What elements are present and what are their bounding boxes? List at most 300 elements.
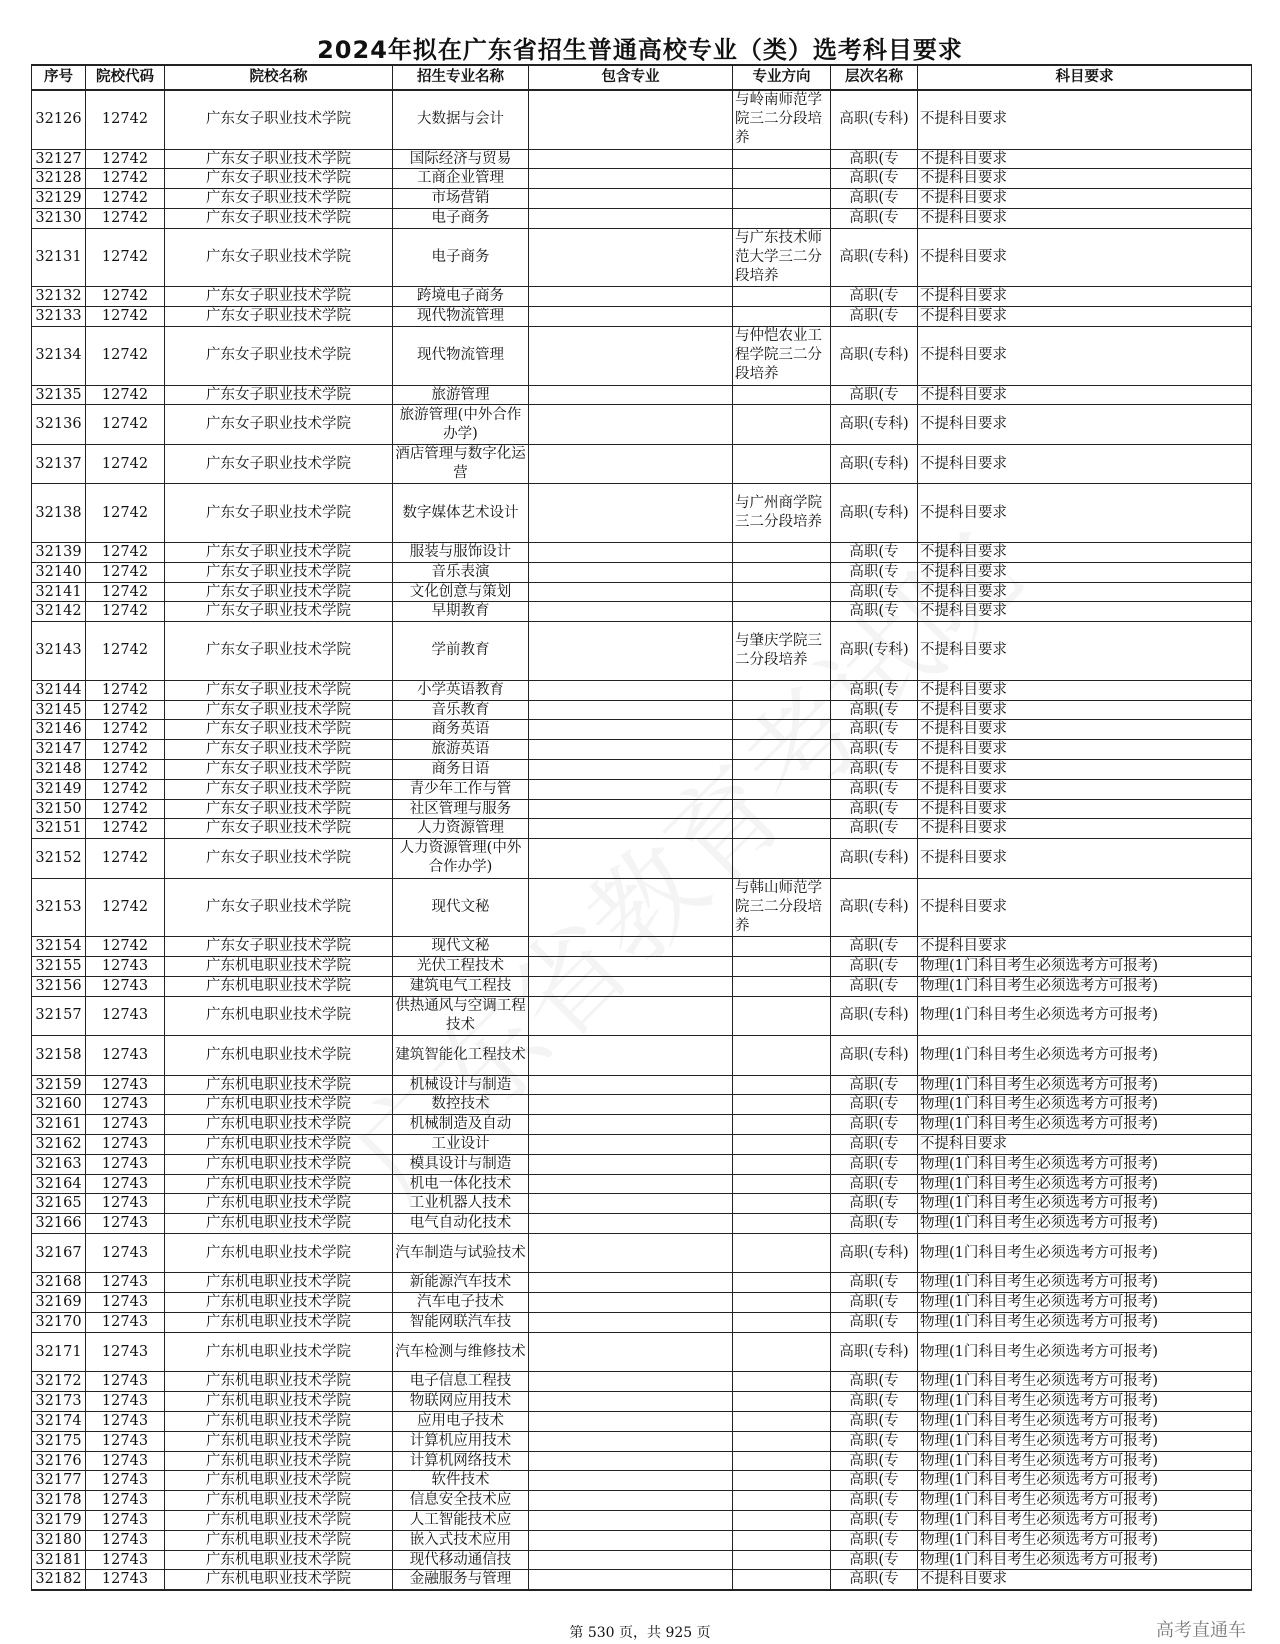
table-row [32,996,1252,1036]
cell-included-majors [529,484,733,543]
cell-seq: 32170 [32,1313,86,1333]
cell-school-name: 广东机电职业技术学院 [165,1075,393,1095]
cell-school-code: 12742 [86,819,165,839]
page-footer: 第 530 页，共 925 页 [569,1625,711,1641]
cell-major-direction: 与仲恺农业工程学院三二分段培养 [733,326,831,385]
cell-school-name: 广东女子职业技术学院 [165,700,393,720]
cell-subject-requirement: 物理(1门科目考生必须选考方可报考) [918,1392,1252,1412]
cell-major-direction [733,759,831,779]
cell-level: 高职(专 [831,1431,918,1451]
cell-school-code: 12742 [86,622,165,681]
cell-seq: 32164 [32,1174,86,1194]
cell-school-name: 广东机电职业技术学院 [165,976,393,996]
cell-included-majors [529,819,733,839]
cell-included-majors [529,1194,733,1214]
cell-included-majors [529,779,733,799]
cell-major-name: 汽车电子技术 [393,1293,529,1313]
cell-school-name: 广东机电职业技术学院 [165,1530,393,1550]
cell-included-majors [529,1411,733,1431]
cell-major-direction [733,405,831,445]
cell-included-majors [529,839,733,879]
cell-school-code: 12743 [86,1174,165,1194]
cell-school-code: 12742 [86,169,165,189]
cell-school-name: 广东女子职业技术学院 [165,444,393,484]
table-row [32,287,1252,307]
cell-school-code: 12742 [86,680,165,700]
table-row [32,1392,1252,1412]
table-row [32,1036,1252,1076]
cell-subject-requirement: 不提科目要求 [918,1570,1252,1590]
cell-subject-requirement: 不提科目要求 [918,622,1252,681]
cell-major-name: 新能源汽车技术 [393,1273,529,1293]
cell-school-name: 广东机电职业技术学院 [165,1174,393,1194]
table-row [32,542,1252,562]
cell-subject-requirement: 不提科目要求 [918,169,1252,189]
cell-school-name: 广东女子职业技术学院 [165,169,393,189]
cell-level: 高职(专 [831,1392,918,1412]
cell-major-direction [733,996,831,1036]
cell-included-majors [529,1491,733,1511]
cell-school-code: 12743 [86,1095,165,1115]
cell-school-code: 12743 [86,1134,165,1154]
header-seq: 序号 [32,65,86,90]
cell-school-code: 12742 [86,444,165,484]
cell-seq: 32126 [32,90,86,149]
cell-level: 高职(专 [831,149,918,169]
cell-level: 高职(专 [831,799,918,819]
cell-level: 高职(专 [831,208,918,228]
cell-subject-requirement: 物理(1门科目考生必须选考方可报考) [918,1451,1252,1471]
cell-seq: 32132 [32,287,86,307]
cell-major-name: 建筑智能化工程技术 [393,1036,529,1076]
cell-included-majors [529,1471,733,1491]
cell-school-code: 12742 [86,937,165,957]
cell-included-majors [529,1313,733,1333]
cell-level: 高职(专科) [831,326,918,385]
cell-major-name: 建筑电气工程技 [393,976,529,996]
table-row [32,1332,1252,1372]
cell-seq: 32129 [32,189,86,209]
cell-school-name: 广东女子职业技术学院 [165,562,393,582]
cell-major-direction [733,740,831,760]
cell-major-direction [733,1075,831,1095]
cell-subject-requirement: 物理(1门科目考生必须选考方可报考) [918,1313,1252,1333]
cell-subject-requirement: 物理(1门科目考生必须选考方可报考) [918,1530,1252,1550]
cell-major-name: 电子信息工程技 [393,1372,529,1392]
cell-seq: 32155 [32,957,86,977]
cell-subject-requirement: 不提科目要求 [918,937,1252,957]
cell-seq: 32138 [32,484,86,543]
cell-school-name: 广东女子职业技术学院 [165,740,393,760]
cell-subject-requirement: 物理(1门科目考生必须选考方可报考) [918,1550,1252,1570]
cell-included-majors [529,444,733,484]
cell-school-name: 广东机电职业技术学院 [165,1273,393,1293]
cell-seq: 32147 [32,740,86,760]
cell-major-name: 大数据与会计 [393,90,529,149]
cell-major-direction [733,287,831,307]
page-title: 2024年拟在广东省招生普通高校专业（类）选考科目要求 [317,36,963,64]
cell-subject-requirement: 物理(1门科目考生必须选考方可报考) [918,1036,1252,1076]
cell-school-code: 12742 [86,287,165,307]
cell-subject-requirement: 物理(1门科目考生必须选考方可报考) [918,1194,1252,1214]
cell-school-name: 广东女子职业技术学院 [165,189,393,209]
cell-major-name: 金融服务与管理 [393,1570,529,1590]
cell-level: 高职(专 [831,189,918,209]
cell-included-majors [529,1530,733,1550]
cell-subject-requirement: 不提科目要求 [918,307,1252,327]
cell-subject-requirement: 物理(1门科目考生必须选考方可报考) [918,1510,1252,1530]
cell-seq: 32174 [32,1411,86,1431]
cell-seq: 32173 [32,1392,86,1412]
cell-seq: 32150 [32,799,86,819]
cell-seq: 32137 [32,444,86,484]
cell-level: 高职(专 [831,779,918,799]
cell-included-majors [529,149,733,169]
cell-school-name: 广东机电职业技术学院 [165,1095,393,1115]
cell-major-direction: 与韩山师范学院三二分段培养 [733,878,831,937]
cell-major-name: 物联网应用技术 [393,1392,529,1412]
cell-included-majors [529,189,733,209]
cell-major-direction [733,1392,831,1412]
table-row [32,680,1252,700]
cell-school-name: 广东女子职业技术学院 [165,542,393,562]
cell-major-name: 小学英语教育 [393,680,529,700]
cell-school-name: 广东女子职业技术学院 [165,228,393,287]
cell-included-majors [529,405,733,445]
cell-seq: 32180 [32,1530,86,1550]
table-row [32,1313,1252,1333]
cell-major-direction [733,307,831,327]
cell-major-name: 模具设计与制造 [393,1154,529,1174]
cell-major-name: 软件技术 [393,1471,529,1491]
cell-subject-requirement: 不提科目要求 [918,819,1252,839]
table-row [32,957,1252,977]
cell-school-name: 广东机电职业技术学院 [165,1332,393,1372]
table-row [32,1411,1252,1431]
cell-major-name: 计算机应用技术 [393,1431,529,1451]
table-row [32,385,1252,405]
cell-major-direction [733,1154,831,1174]
cell-school-name: 广东女子职业技术学院 [165,208,393,228]
cell-school-code: 12743 [86,1530,165,1550]
cell-included-majors [529,1451,733,1471]
table-row [32,1075,1252,1095]
cell-subject-requirement: 物理(1门科目考生必须选考方可报考) [918,1214,1252,1234]
cell-major-name: 音乐教育 [393,700,529,720]
table-row [32,799,1252,819]
cell-included-majors [529,1273,733,1293]
cell-subject-requirement: 不提科目要求 [918,287,1252,307]
cell-school-code: 12742 [86,307,165,327]
cell-school-name: 广东女子职业技术学院 [165,287,393,307]
table-row [32,937,1252,957]
table-row [32,1293,1252,1313]
cell-school-name: 广东机电职业技术学院 [165,1233,393,1273]
cell-school-code: 12743 [86,996,165,1036]
cell-major-name: 信息安全技术应 [393,1491,529,1511]
cell-major-direction: 与广东技术师范大学三二分段培养 [733,228,831,287]
cell-school-code: 12742 [86,759,165,779]
cell-seq: 32179 [32,1510,86,1530]
table-row [32,228,1252,287]
cell-seq: 32163 [32,1154,86,1174]
cell-level: 高职(专科) [831,484,918,543]
cell-included-majors [529,740,733,760]
cell-seq: 32143 [32,622,86,681]
cell-included-majors [529,976,733,996]
cell-major-name: 商务英语 [393,720,529,740]
cell-seq: 32134 [32,326,86,385]
table-row [32,307,1252,327]
cell-major-direction [733,1570,831,1590]
table-row [32,1550,1252,1570]
cell-level: 高职(专 [831,1372,918,1392]
cell-school-code: 12743 [86,1510,165,1530]
cell-level: 高职(专 [831,169,918,189]
cell-school-code: 12742 [86,208,165,228]
cell-seq: 32148 [32,759,86,779]
cell-school-name: 广东机电职业技术学院 [165,1570,393,1590]
cell-major-direction [733,720,831,740]
cell-subject-requirement: 不提科目要求 [918,582,1252,602]
cell-school-code: 12743 [86,1154,165,1174]
cell-major-direction [733,1510,831,1530]
header-school-code: 院校代码 [86,65,165,90]
cell-included-majors [529,385,733,405]
cell-included-majors [529,1154,733,1174]
cell-subject-requirement: 物理(1门科目考生必须选考方可报考) [918,1471,1252,1491]
cell-included-majors [529,1233,733,1273]
cell-major-name: 现代物流管理 [393,326,529,385]
cell-school-name: 广东女子职业技术学院 [165,680,393,700]
table-row [32,1451,1252,1471]
cell-subject-requirement: 不提科目要求 [918,562,1252,582]
cell-school-name: 广东机电职业技术学院 [165,1491,393,1511]
cell-school-code: 12742 [86,90,165,149]
cell-level: 高职(专科) [831,878,918,937]
cell-seq: 32175 [32,1431,86,1451]
cell-subject-requirement: 物理(1门科目考生必须选考方可报考) [918,1411,1252,1431]
cell-major-direction [733,189,831,209]
table-row [32,819,1252,839]
brand-watermark: 高考直通车 [1156,1620,1246,1641]
cell-major-direction [733,839,831,879]
cell-major-name: 青少年工作与管 [393,779,529,799]
cell-included-majors [529,878,733,937]
cell-school-code: 12742 [86,228,165,287]
cell-seq: 32165 [32,1194,86,1214]
cell-school-code: 12743 [86,1372,165,1392]
cell-school-name: 广东女子职业技术学院 [165,937,393,957]
cell-major-direction [733,1372,831,1392]
cell-level: 高职(专科) [831,228,918,287]
cell-school-name: 广东女子职业技术学院 [165,622,393,681]
cell-major-direction [733,602,831,622]
cell-level: 高职(专科) [831,1036,918,1076]
cell-major-direction [733,1332,831,1372]
cell-major-name: 机械设计与制造 [393,1075,529,1095]
table-row [32,700,1252,720]
cell-school-name: 广东女子职业技术学院 [165,149,393,169]
cell-subject-requirement: 不提科目要求 [918,759,1252,779]
cell-level: 高职(专 [831,957,918,977]
cell-level: 高职(专 [831,1273,918,1293]
cell-seq: 32141 [32,582,86,602]
cell-school-code: 12742 [86,484,165,543]
cell-included-majors [529,208,733,228]
cell-seq: 32166 [32,1214,86,1234]
cell-school-name: 广东机电职业技术学院 [165,1392,393,1412]
cell-seq: 32169 [32,1293,86,1313]
cell-school-name: 广东女子职业技术学院 [165,484,393,543]
cell-school-code: 12743 [86,1233,165,1273]
cell-school-code: 12743 [86,1451,165,1471]
cell-seq: 32161 [32,1115,86,1135]
cell-major-direction [733,779,831,799]
cell-included-majors [529,1372,733,1392]
cell-subject-requirement: 不提科目要求 [918,602,1252,622]
cell-subject-requirement: 不提科目要求 [918,444,1252,484]
cell-subject-requirement: 不提科目要求 [918,189,1252,209]
cell-school-code: 12742 [86,720,165,740]
header-subject-requirement: 科目要求 [918,65,1252,90]
cell-included-majors [529,169,733,189]
cell-subject-requirement: 不提科目要求 [918,208,1252,228]
cell-school-code: 12742 [86,326,165,385]
cell-included-majors [529,1214,733,1234]
table-row [32,326,1252,385]
cell-school-name: 广东机电职业技术学院 [165,1550,393,1570]
cell-major-name: 现代物流管理 [393,307,529,327]
cell-major-direction [733,1134,831,1154]
cell-school-name: 广东女子职业技术学院 [165,878,393,937]
cell-included-majors [529,1570,733,1590]
cell-major-name: 国际经济与贸易 [393,149,529,169]
cell-seq: 32168 [32,1273,86,1293]
table-row [32,1233,1252,1273]
cell-school-code: 12743 [86,957,165,977]
cell-seq: 32181 [32,1550,86,1570]
cell-subject-requirement: 物理(1门科目考生必须选考方可报考) [918,996,1252,1036]
cell-major-name: 酒店管理与数字化运营 [393,444,529,484]
cell-major-name: 旅游管理 [393,385,529,405]
cell-school-name: 广东女子职业技术学院 [165,759,393,779]
cell-seq: 32178 [32,1491,86,1511]
cell-school-name: 广东机电职业技术学院 [165,957,393,977]
cell-major-name: 早期教育 [393,602,529,622]
cell-seq: 32162 [32,1134,86,1154]
cell-included-majors [529,996,733,1036]
cell-seq: 32182 [32,1570,86,1590]
cell-level: 高职(专 [831,1095,918,1115]
cell-major-direction [733,1530,831,1550]
cell-major-name: 供热通风与空调工程技术 [393,996,529,1036]
cell-subject-requirement: 不提科目要求 [918,799,1252,819]
cell-school-code: 12743 [86,1194,165,1214]
cell-school-code: 12742 [86,602,165,622]
cell-school-name: 广东机电职业技术学院 [165,1194,393,1214]
cell-major-name: 工业机器人技术 [393,1194,529,1214]
cell-level: 高职(专 [831,1510,918,1530]
cell-included-majors [529,680,733,700]
cell-school-name: 广东机电职业技术学院 [165,1372,393,1392]
cell-major-name: 电气自动化技术 [393,1214,529,1234]
cell-major-name: 旅游英语 [393,740,529,760]
cell-seq: 32160 [32,1095,86,1115]
cell-included-majors [529,307,733,327]
cell-major-direction [733,208,831,228]
cell-major-name: 市场营销 [393,189,529,209]
cell-seq: 32135 [32,385,86,405]
cell-major-name: 人工智能技术应 [393,1510,529,1530]
cell-seq: 32159 [32,1075,86,1095]
cell-school-code: 12742 [86,385,165,405]
cell-included-majors [529,957,733,977]
cell-major-name: 汽车检测与维修技术 [393,1332,529,1372]
cell-seq: 32156 [32,976,86,996]
table-row [32,1510,1252,1530]
header-major-name: 招生专业名称 [393,65,529,90]
cell-major-direction [733,976,831,996]
cell-major-direction [733,444,831,484]
cell-major-direction [733,1471,831,1491]
cell-level: 高职(专 [831,1154,918,1174]
cell-subject-requirement: 不提科目要求 [918,326,1252,385]
cell-school-code: 12742 [86,582,165,602]
cell-school-name: 广东机电职业技术学院 [165,1313,393,1333]
cell-major-direction [733,169,831,189]
cell-major-direction [733,149,831,169]
cell-school-name: 广东女子职业技术学院 [165,90,393,149]
cell-subject-requirement: 物理(1门科目考生必须选考方可报考) [918,1431,1252,1451]
cell-school-code: 12743 [86,1471,165,1491]
cell-seq: 32142 [32,602,86,622]
cell-included-majors [529,720,733,740]
cell-major-direction [733,1194,831,1214]
cell-school-code: 12742 [86,562,165,582]
table-row [32,759,1252,779]
cell-included-majors [529,759,733,779]
cell-seq: 32172 [32,1372,86,1392]
cell-level: 高职(专科) [831,1233,918,1273]
cell-school-code: 12742 [86,839,165,879]
cell-school-name: 广东女子职业技术学院 [165,799,393,819]
cell-school-code: 12743 [86,1313,165,1333]
cell-school-name: 广东机电职业技术学院 [165,1134,393,1154]
cell-school-code: 12743 [86,1431,165,1451]
cell-subject-requirement: 不提科目要求 [918,228,1252,287]
cell-seq: 32130 [32,208,86,228]
cell-major-direction [733,1174,831,1194]
cell-school-code: 12742 [86,189,165,209]
table-row [32,1115,1252,1135]
cell-subject-requirement: 不提科目要求 [918,700,1252,720]
table-row [32,149,1252,169]
cell-school-code: 12743 [86,1036,165,1076]
cell-level: 高职(专 [831,1134,918,1154]
cell-level: 高职(专 [831,1214,918,1234]
cell-included-majors [529,1115,733,1135]
cell-level: 高职(专 [831,562,918,582]
cell-major-name: 现代移动通信技 [393,1550,529,1570]
cell-seq: 32177 [32,1471,86,1491]
cell-subject-requirement: 物理(1门科目考生必须选考方可报考) [918,1332,1252,1372]
cell-major-name: 服装与服饰设计 [393,542,529,562]
cell-level: 高职(专 [831,819,918,839]
table-body [32,90,1252,1590]
cell-level: 高职(专 [831,680,918,700]
cell-level: 高职(专科) [831,405,918,445]
